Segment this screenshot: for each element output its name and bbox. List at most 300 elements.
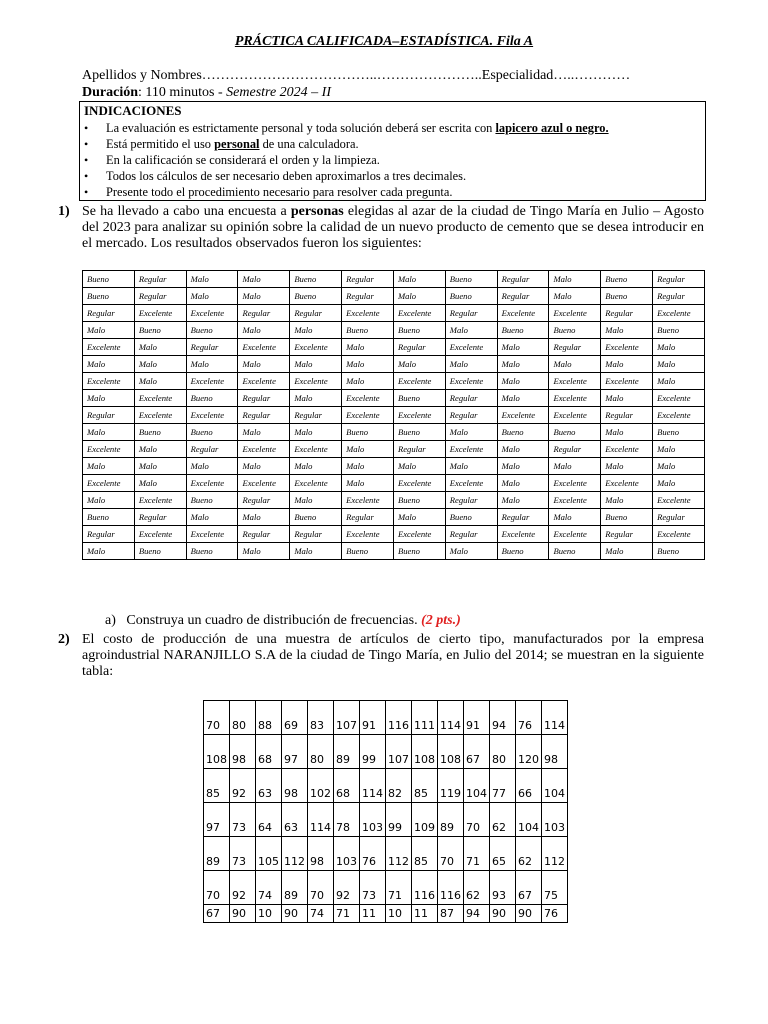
- table-cell: Malo: [549, 458, 601, 475]
- duration-value: : 110 minutos -: [138, 85, 227, 100]
- table-cell: Regular: [445, 526, 497, 543]
- table-cell: Regular: [83, 305, 135, 322]
- table-cell: 75: [542, 871, 568, 905]
- table-row: [204, 905, 568, 923]
- table-cell: Excelente: [601, 475, 653, 492]
- table-cell: Regular: [497, 271, 549, 288]
- table-cell: 103: [334, 837, 360, 871]
- table-cell: Malo: [238, 288, 290, 305]
- table-cell: Excelente: [83, 475, 135, 492]
- table-cell: Malo: [290, 492, 342, 509]
- table-cell: Bueno: [601, 271, 653, 288]
- table-cell: 104: [542, 769, 568, 803]
- table-cell: 89: [204, 837, 230, 871]
- table-cell: 94: [490, 701, 516, 735]
- table-cell: Excelente: [134, 492, 186, 509]
- table-cell: 62: [490, 803, 516, 837]
- table-cell: Bueno: [653, 322, 705, 339]
- table-cell: 10: [256, 905, 282, 923]
- table-cell: 98: [282, 769, 308, 803]
- table-cell: Bueno: [445, 271, 497, 288]
- table-cell: 97: [204, 803, 230, 837]
- table-cell: Malo: [83, 390, 135, 407]
- table-cell: Malo: [497, 492, 549, 509]
- table-cell: 80: [490, 735, 516, 769]
- table-cell: Regular: [238, 407, 290, 424]
- table-cell: 78: [334, 803, 360, 837]
- table-row: [83, 424, 705, 441]
- table-cell: Excelente: [290, 441, 342, 458]
- table-row: [83, 475, 705, 492]
- instructions-heading: INDICACIONES: [84, 103, 182, 118]
- table-cell: Malo: [653, 458, 705, 475]
- table-cell: Regular: [290, 526, 342, 543]
- table-cell: Regular: [601, 526, 653, 543]
- table-cell: Regular: [238, 526, 290, 543]
- table-cell: Excelente: [342, 390, 394, 407]
- table-cell: 77: [490, 769, 516, 803]
- table-cell: 65: [490, 837, 516, 871]
- table-cell: 108: [204, 735, 230, 769]
- table-cell: Excelente: [238, 475, 290, 492]
- table-cell: Malo: [186, 271, 238, 288]
- table-cell: Bueno: [549, 424, 601, 441]
- table-cell: Malo: [238, 424, 290, 441]
- table-cell: 89: [282, 871, 308, 905]
- table-cell: 74: [308, 905, 334, 923]
- table-cell: Regular: [83, 526, 135, 543]
- table-cell: Excelente: [83, 339, 135, 356]
- table-cell: 71: [386, 871, 412, 905]
- table-cell: 89: [438, 803, 464, 837]
- table-cell: Bueno: [653, 543, 705, 560]
- table-cell: Excelente: [549, 492, 601, 509]
- table-cell: Regular: [134, 288, 186, 305]
- table-cell: Excelente: [445, 339, 497, 356]
- table-cell: 116: [438, 871, 464, 905]
- table-cell: Malo: [290, 356, 342, 373]
- table-cell: Excelente: [290, 475, 342, 492]
- table-cell: 67: [204, 905, 230, 923]
- table-cell: 73: [230, 803, 256, 837]
- table-cell: Malo: [238, 509, 290, 526]
- table-cell: 114: [360, 769, 386, 803]
- table-cell: Bueno: [186, 543, 238, 560]
- table-cell: Malo: [601, 424, 653, 441]
- table-cell: Regular: [445, 390, 497, 407]
- table-cell: Bueno: [186, 322, 238, 339]
- table-cell: Excelente: [393, 305, 445, 322]
- table-cell: Excelente: [238, 373, 290, 390]
- table-cell: 76: [360, 837, 386, 871]
- table-cell: Malo: [134, 475, 186, 492]
- table-cell: 98: [308, 837, 334, 871]
- table-cell: Malo: [445, 458, 497, 475]
- table-cell: Bueno: [290, 271, 342, 288]
- table-cell: Bueno: [134, 322, 186, 339]
- table-cell: Excelente: [497, 407, 549, 424]
- table-cell: Bueno: [393, 322, 445, 339]
- table-cell: Regular: [342, 271, 394, 288]
- table-cell: Malo: [497, 339, 549, 356]
- table-cell: Excelente: [653, 305, 705, 322]
- table-cell: 70: [438, 837, 464, 871]
- table-cell: 112: [542, 837, 568, 871]
- table-cell: Bueno: [393, 543, 445, 560]
- table-row: [204, 769, 568, 803]
- instruction-item: • En la calificación se considerará el orden y la limpieza.: [80, 152, 705, 168]
- table-cell: Excelente: [393, 407, 445, 424]
- table-cell: Malo: [134, 356, 186, 373]
- table-cell: 114: [542, 701, 568, 735]
- question-1a-text: Construya un cuadro de distribución de frecuencias.: [126, 613, 422, 628]
- table-cell: 11: [360, 905, 386, 923]
- table-cell: Bueno: [393, 390, 445, 407]
- table-cell: Excelente: [238, 441, 290, 458]
- table-cell: Excelente: [83, 441, 135, 458]
- table-cell: Excelente: [393, 526, 445, 543]
- table-cell: 91: [464, 701, 490, 735]
- table-cell: Regular: [134, 271, 186, 288]
- table-cell: Bueno: [186, 492, 238, 509]
- table-cell: Malo: [601, 322, 653, 339]
- table-cell: Excelente: [497, 526, 549, 543]
- table-cell: 105: [256, 837, 282, 871]
- table-cell: 104: [516, 803, 542, 837]
- table-cell: Malo: [186, 356, 238, 373]
- table-cell: Bueno: [497, 424, 549, 441]
- table-cell: Regular: [601, 407, 653, 424]
- table-cell: 85: [412, 837, 438, 871]
- table-cell: Regular: [342, 288, 394, 305]
- table-cell: Bueno: [549, 322, 601, 339]
- table-cell: Bueno: [653, 424, 705, 441]
- table-cell: Malo: [653, 475, 705, 492]
- table-cell: Malo: [83, 356, 135, 373]
- table-cell: 102: [308, 769, 334, 803]
- table-cell: Excelente: [83, 373, 135, 390]
- table-cell: Regular: [445, 305, 497, 322]
- table-cell: 90: [282, 905, 308, 923]
- table-cell: Bueno: [342, 322, 394, 339]
- table-cell: Regular: [601, 305, 653, 322]
- table-cell: 111: [412, 701, 438, 735]
- table-cell: Regular: [549, 339, 601, 356]
- table-cell: Bueno: [393, 492, 445, 509]
- table-cell: Malo: [653, 441, 705, 458]
- table-cell: Excelente: [186, 305, 238, 322]
- table-cell: 103: [542, 803, 568, 837]
- table-cell: Bueno: [186, 390, 238, 407]
- table-row: [83, 441, 705, 458]
- table-cell: Excelente: [653, 390, 705, 407]
- table-cell: Regular: [134, 509, 186, 526]
- table-cell: Regular: [445, 407, 497, 424]
- table-cell: 73: [230, 837, 256, 871]
- table-cell: 76: [542, 905, 568, 923]
- duration-label: Duración: [82, 85, 138, 100]
- table-cell: Bueno: [186, 424, 238, 441]
- table-cell: Malo: [653, 373, 705, 390]
- table-cell: 10: [386, 905, 412, 923]
- question-2-number: 2): [58, 632, 70, 647]
- table-cell: 120: [516, 735, 542, 769]
- table-cell: Excelente: [342, 526, 394, 543]
- table-cell: Excelente: [445, 475, 497, 492]
- table-cell: Malo: [601, 356, 653, 373]
- table-cell: 107: [386, 735, 412, 769]
- table-cell: Regular: [549, 441, 601, 458]
- table-row: [83, 458, 705, 475]
- table-cell: 114: [308, 803, 334, 837]
- question-1a-points: (2 pts.): [421, 613, 461, 628]
- instruction-item: • Presente todo el procedimiento necesario para resolver cada pregunta.: [80, 184, 705, 200]
- table-cell: 99: [360, 735, 386, 769]
- table-cell: Bueno: [134, 543, 186, 560]
- table-cell: Regular: [393, 339, 445, 356]
- table-row: [83, 288, 705, 305]
- table-cell: Excelente: [238, 339, 290, 356]
- table-cell: Malo: [393, 509, 445, 526]
- table-cell: 73: [360, 871, 386, 905]
- table-row: [83, 526, 705, 543]
- table-cell: Bueno: [134, 424, 186, 441]
- table-cell: Regular: [393, 441, 445, 458]
- instructions-list: [80, 120, 705, 200]
- table-cell: Excelente: [134, 526, 186, 543]
- table-cell: 90: [490, 905, 516, 923]
- instruction-item: • La evaluación es estrictamente personal y toda solución deberá ser escrita con lapicero azul o negro.: [80, 120, 705, 136]
- table-cell: Malo: [601, 390, 653, 407]
- table-cell: Excelente: [134, 390, 186, 407]
- question-1a-label: a): [105, 613, 116, 628]
- table-cell: 74: [256, 871, 282, 905]
- table-cell: Malo: [83, 322, 135, 339]
- table-cell: Bueno: [601, 288, 653, 305]
- table-cell: Malo: [83, 424, 135, 441]
- question-1-text: Se ha llevado a cabo una encuesta a personas elegidas al azar de la ciudad de Tingo María en Julio – Agosto del 2023 para analizar su opinión sobre la calidad de un nuevo producto de cemento que se desea introducir en el mercado. Los resultados observados fueron los siguientes:: [82, 204, 704, 251]
- table-cell: Malo: [83, 543, 135, 560]
- table-cell: Excelente: [549, 373, 601, 390]
- table-cell: Malo: [497, 475, 549, 492]
- table-cell: Excelente: [186, 407, 238, 424]
- table-cell: Excelente: [497, 305, 549, 322]
- table-cell: Malo: [497, 390, 549, 407]
- table-cell: Bueno: [601, 509, 653, 526]
- table-row: [83, 390, 705, 407]
- table-cell: Malo: [290, 322, 342, 339]
- table-cell: Malo: [497, 441, 549, 458]
- table-row: [83, 492, 705, 509]
- table-cell: 116: [412, 871, 438, 905]
- table-cell: 68: [334, 769, 360, 803]
- table-cell: Malo: [445, 543, 497, 560]
- table-cell: 70: [308, 871, 334, 905]
- table-cell: 108: [412, 735, 438, 769]
- table-cell: Malo: [238, 271, 290, 288]
- table-cell: Malo: [393, 288, 445, 305]
- table-cell: 88: [256, 701, 282, 735]
- table-cell: 64: [256, 803, 282, 837]
- table-cell: 80: [308, 735, 334, 769]
- table-row: [83, 322, 705, 339]
- table-cell: Malo: [290, 390, 342, 407]
- table-cell: 109: [412, 803, 438, 837]
- table-cell: 69: [282, 701, 308, 735]
- table-cell: Regular: [653, 288, 705, 305]
- table-cell: 83: [308, 701, 334, 735]
- table-cell: Regular: [238, 305, 290, 322]
- table-cell: Malo: [393, 356, 445, 373]
- table-row: [83, 509, 705, 526]
- table-cell: Excelente: [601, 339, 653, 356]
- table-cell: Malo: [342, 441, 394, 458]
- table-cell: Excelente: [393, 475, 445, 492]
- question-1a: [105, 613, 461, 629]
- table-row: [83, 407, 705, 424]
- table-cell: 92: [230, 871, 256, 905]
- table-cell: Excelente: [549, 305, 601, 322]
- table-cell: Malo: [497, 356, 549, 373]
- table-cell: Excelente: [653, 526, 705, 543]
- table-cell: 67: [516, 871, 542, 905]
- table-cell: Excelente: [393, 373, 445, 390]
- table-cell: 114: [438, 701, 464, 735]
- table-cell: Bueno: [445, 288, 497, 305]
- semester-label: Semestre 2024 – II: [226, 85, 331, 100]
- table-cell: 90: [230, 905, 256, 923]
- table-cell: Malo: [238, 322, 290, 339]
- table-cell: Malo: [393, 458, 445, 475]
- table-cell: Regular: [497, 509, 549, 526]
- table-cell: Regular: [238, 492, 290, 509]
- table-cell: Excelente: [342, 492, 394, 509]
- table-cell: Excelente: [186, 526, 238, 543]
- instructions-box: [79, 101, 706, 201]
- table-cell: Bueno: [83, 288, 135, 305]
- table-cell: Excelente: [601, 441, 653, 458]
- table-cell: Excelente: [290, 339, 342, 356]
- table-row: [83, 543, 705, 560]
- table-cell: 99: [386, 803, 412, 837]
- table-cell: 82: [386, 769, 412, 803]
- table-cell: Excelente: [290, 373, 342, 390]
- table-row: [204, 871, 568, 905]
- table-cell: Excelente: [342, 407, 394, 424]
- table-cell: Malo: [549, 271, 601, 288]
- table-cell: 70: [204, 701, 230, 735]
- table-row: [204, 837, 568, 871]
- table-cell: Regular: [186, 339, 238, 356]
- table-cell: 70: [204, 871, 230, 905]
- table-cell: Bueno: [342, 424, 394, 441]
- table-cell: 116: [386, 701, 412, 735]
- table-cell: 71: [334, 905, 360, 923]
- table-cell: Malo: [238, 356, 290, 373]
- duration-line: [82, 85, 331, 101]
- table-cell: 93: [490, 871, 516, 905]
- table-cell: 92: [334, 871, 360, 905]
- table-cell: Excelente: [445, 373, 497, 390]
- table-cell: 91: [360, 701, 386, 735]
- table-cell: 94: [464, 905, 490, 923]
- table-cell: Malo: [497, 458, 549, 475]
- table-cell: Malo: [290, 424, 342, 441]
- table-cell: Malo: [601, 543, 653, 560]
- table-cell: Malo: [342, 373, 394, 390]
- table-cell: Malo: [601, 458, 653, 475]
- table-row: [83, 305, 705, 322]
- table-cell: 89: [334, 735, 360, 769]
- table-cell: Excelente: [134, 305, 186, 322]
- table-cell: Malo: [601, 492, 653, 509]
- table-cell: 76: [516, 701, 542, 735]
- table-cell: 63: [256, 769, 282, 803]
- table-cell: Malo: [342, 475, 394, 492]
- table-cell: Malo: [290, 458, 342, 475]
- table-cell: Malo: [549, 356, 601, 373]
- table-cell: 80: [230, 701, 256, 735]
- table-cell: Malo: [653, 339, 705, 356]
- table-cell: Regular: [238, 390, 290, 407]
- table-row: [83, 356, 705, 373]
- production-cost-table: [203, 700, 568, 923]
- table-cell: Excelente: [186, 475, 238, 492]
- table-cell: Malo: [290, 543, 342, 560]
- table-cell: 85: [412, 769, 438, 803]
- table-cell: Malo: [83, 458, 135, 475]
- table-cell: Regular: [497, 288, 549, 305]
- table-cell: Excelente: [549, 526, 601, 543]
- table-cell: 85: [204, 769, 230, 803]
- table-cell: Malo: [497, 373, 549, 390]
- table-cell: 71: [464, 837, 490, 871]
- table-cell: Bueno: [83, 509, 135, 526]
- table-row: [83, 373, 705, 390]
- table-cell: Regular: [445, 492, 497, 509]
- table-cell: Malo: [134, 441, 186, 458]
- table-cell: Excelente: [653, 492, 705, 509]
- table-cell: 62: [464, 871, 490, 905]
- table-cell: Excelente: [134, 407, 186, 424]
- table-cell: 92: [230, 769, 256, 803]
- question-2-text: El costo de producción de una muestra de artículos de cierto tipo, manufacturados por la empresa agroindustrial NARANJILLO S.A de la ciudad de Tingo María, en Julio del 2014; se muestran en la siguiente tabla:: [82, 632, 704, 679]
- table-cell: Bueno: [290, 509, 342, 526]
- table-cell: Malo: [445, 356, 497, 373]
- table-cell: Bueno: [83, 271, 135, 288]
- table-cell: 66: [516, 769, 542, 803]
- exam-title: PRÁCTICA CALIFICADA–ESTADÍSTICA. Fila A: [234, 34, 534, 49]
- table-cell: 103: [360, 803, 386, 837]
- table-cell: Excelente: [601, 373, 653, 390]
- table-cell: Excelente: [549, 390, 601, 407]
- table-cell: 68: [256, 735, 282, 769]
- table-cell: Bueno: [393, 424, 445, 441]
- table-cell: Malo: [134, 373, 186, 390]
- table-cell: Malo: [134, 339, 186, 356]
- table-cell: Regular: [342, 509, 394, 526]
- table-cell: 98: [542, 735, 568, 769]
- survey-responses-table: [82, 270, 705, 560]
- table-cell: Malo: [83, 492, 135, 509]
- table-cell: 90: [516, 905, 542, 923]
- table-cell: Bueno: [445, 509, 497, 526]
- table-row: [83, 271, 705, 288]
- table-cell: Bueno: [549, 543, 601, 560]
- table-row: [204, 735, 568, 769]
- table-cell: 87: [438, 905, 464, 923]
- table-cell: 112: [282, 837, 308, 871]
